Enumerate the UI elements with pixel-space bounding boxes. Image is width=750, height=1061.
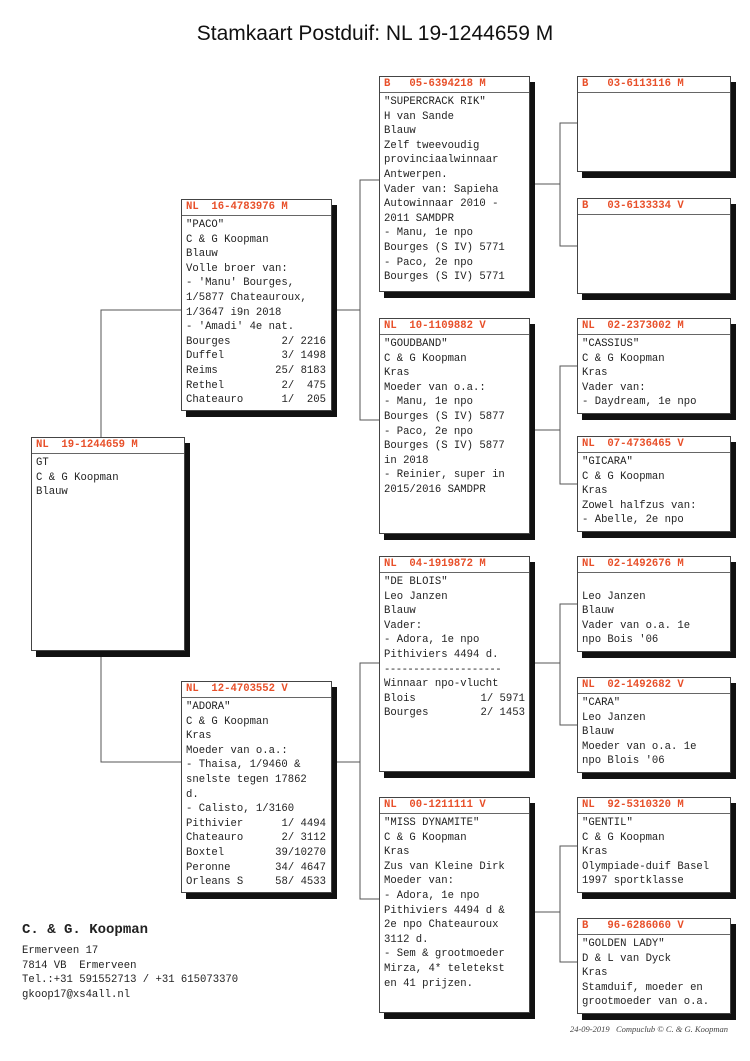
card-line: "SUPERCRACK RIK" (384, 96, 486, 108)
ring-number: NL 92-5310320 M (578, 798, 730, 814)
card-line: - Adora, 1e npo (384, 634, 480, 647)
race-rank: 39/10270 (275, 846, 326, 859)
race-place: Boxtel (186, 846, 225, 859)
card-line: Pithiviers 4494 d. (384, 648, 499, 661)
card-line: "GICARA" (582, 456, 633, 468)
race-rank: 2/ 3112 (281, 832, 326, 845)
race-place: Pithivier (186, 817, 244, 830)
card-line: Stamduif, moeder en (582, 981, 703, 994)
race-place: Rethel (186, 379, 225, 392)
card-line: C & G Koopman (186, 233, 269, 246)
divider: -------------------- (384, 663, 502, 676)
pigeon-card-ggp-mmf (577, 797, 731, 893)
card-line: Vader: (384, 619, 423, 632)
ring-number: B 96-6286060 V (578, 919, 730, 935)
card-line: - Abelle, 2e npo (582, 514, 684, 527)
ring-number: NL 07-4736465 V (578, 437, 730, 453)
race-rank: 3/ 1498 (281, 350, 326, 363)
card-line: Zowel halfzus van: (582, 499, 697, 512)
race-rank: 25/ 8183 (275, 364, 326, 377)
race-result-row (186, 846, 327, 861)
race-place: Bourges (384, 707, 429, 720)
card-line: 1997 sportklasse (582, 875, 684, 888)
card-line: Bourges (S IV) 5877 (384, 410, 505, 423)
card-line: 1/3647 i9n 2018 (186, 306, 282, 319)
card-line: 2e npo Chateauroux (384, 919, 499, 932)
pigeon-card-subject (31, 437, 185, 651)
card-line: Pithiviers 4494 d & (384, 904, 505, 917)
card-line: H van Sande (384, 110, 454, 123)
card-line: "DE BLOIS" (384, 576, 448, 588)
card-line: grootmoeder van o.a. (582, 996, 710, 1009)
owner-email: gkoop17@xs4all.nl (22, 988, 131, 1001)
pigeon-card-maternal-grandmother (379, 797, 530, 1013)
ring-number: NL 16-4783976 M (182, 200, 331, 216)
card-line: Kras (582, 846, 608, 859)
card-line: Vader van o.a. 1e (582, 619, 691, 632)
race-rank: 2/ 2216 (281, 335, 326, 348)
card-line: 2011 SAMDPR (384, 212, 454, 225)
pigeon-card-paternal-grandmother (379, 318, 530, 534)
card-line: Blauw (384, 605, 416, 618)
ring-number: B 03-6113116 M (578, 77, 730, 93)
ring-number: NL 04-1919872 M (380, 557, 529, 573)
card-line: Vader van: (582, 381, 646, 394)
card-line: 2015/2016 SAMDPR (384, 483, 486, 496)
card-line: Kras (582, 367, 608, 380)
ring-number: NL 02-1492676 M (578, 557, 730, 573)
card-line: - 'Manu' Bourges, (186, 277, 295, 290)
race-result-row (186, 349, 327, 364)
card-line: Moeder van: (384, 875, 454, 888)
race-place: Bourges (186, 335, 231, 348)
pigeon-card-ggp-fmm (577, 436, 731, 532)
card-line (582, 575, 726, 590)
card-line: C & G Koopman (36, 471, 119, 484)
pigeon-card-ggp-ffm (577, 198, 731, 294)
card-line: Kras (582, 485, 608, 498)
card-line: 3112 d. (384, 933, 429, 946)
race-rank: 1/ 4494 (281, 817, 326, 830)
card-line: - Thaisa, 1/9460 & (186, 759, 301, 772)
card-line: - Sem & grootmoeder (384, 948, 505, 961)
pigeon-card-paternal-grandfather (379, 76, 530, 292)
card-line: "GENTIL" (582, 817, 633, 829)
card-line: - Paco, 2e npo (384, 256, 474, 269)
card-line: "PACO" (186, 219, 225, 231)
card-line: "CASSIUS" (582, 338, 640, 350)
card-line: Zelf tweevoudig (384, 139, 480, 152)
card-line: "ADORA" (186, 701, 231, 713)
card-line: Moeder van o.a.: (384, 381, 486, 394)
card-line: Kras (384, 367, 410, 380)
card-line: D & L van Dyck (582, 952, 672, 965)
race-rank: 1/ 5971 (480, 692, 525, 705)
pigeon-card-father (181, 199, 332, 411)
card-line: Volle broer van: (186, 262, 288, 275)
card-line: en 41 prijzen. (384, 977, 474, 990)
race-result-row (186, 379, 327, 394)
race-place: Blois (384, 692, 416, 705)
card-line: Vader van: Sapieha (384, 183, 499, 196)
card-line: npo Bois '06 (582, 634, 659, 647)
card-line: Leo Janzen (384, 590, 448, 603)
pigeon-card-ggp-fff (577, 76, 731, 172)
card-line: - Manu, 1e npo (384, 227, 474, 240)
owner-address: Ermerveen 17 (22, 945, 99, 957)
race-place: Chateauro (186, 394, 244, 407)
card-line: - Paco, 2e npo (384, 425, 474, 438)
race-result-row (186, 364, 327, 379)
card-line: Blauw (384, 125, 416, 138)
card-line: Autowinnaar 2010 - (384, 198, 499, 211)
race-place: Chateauro (186, 832, 244, 845)
card-line: Moeder van o.a.: (186, 744, 288, 757)
card-line: Bourges (S IV) 5877 (384, 440, 505, 453)
card-line: Kras (582, 967, 608, 980)
card-line: - 'Amadi' 4e nat. (186, 321, 295, 334)
owner-postcode: 7814 VB Ermerveen (22, 959, 137, 972)
ring-number: NL 12-4703552 V (182, 682, 331, 698)
race-place: Duffel (186, 350, 225, 363)
card-line: C & G Koopman (384, 831, 467, 844)
race-rank: 58/ 4533 (275, 876, 326, 889)
card-line: Antwerpen. (384, 168, 448, 181)
ring-number: B 05-6394218 M (380, 77, 529, 93)
pigeon-card-maternal-grandfather (379, 556, 530, 772)
ring-number: NL 19-1244659 M (32, 438, 184, 454)
ring-number: NL 02-2373002 M (578, 319, 730, 335)
card-line: Olympiade-duif Basel (582, 860, 710, 873)
card-line: Bourges (S IV) 5771 (384, 241, 505, 254)
race-result-row (186, 393, 327, 408)
card-line: Blauw (582, 726, 614, 739)
card-line: Kras (186, 730, 212, 743)
ring-number: NL 02-1492682 V (578, 678, 730, 694)
card-line: - Adora, 1e npo (384, 889, 480, 902)
race-result-row (186, 875, 327, 890)
card-line: Blauw (582, 605, 614, 618)
pigeon-card-ggp-mfm (577, 677, 731, 773)
owner-contact-block (22, 922, 238, 1002)
race-rank: 34/ 4647 (275, 861, 326, 874)
pigeon-card-ggp-mff (577, 556, 731, 652)
card-line: Bourges (S IV) 5771 (384, 271, 505, 284)
card-line: "MISS DYNAMITE" (384, 817, 480, 829)
card-line: C & G Koopman (186, 715, 269, 728)
race-rank: 2/ 475 (281, 379, 326, 392)
card-line: snelste tegen 17862 (186, 773, 307, 786)
ring-number: B 03-6133334 V (578, 199, 730, 215)
pigeon-card-ggp-fmf (577, 318, 731, 414)
ring-number: NL 00-1211111 V (380, 798, 529, 814)
card-line: Leo Janzen (582, 711, 646, 724)
ring-number: NL 10-1109882 V (380, 319, 529, 335)
race-place: Orleans S (186, 876, 244, 889)
card-line: - Manu, 1e npo (384, 396, 474, 409)
card-line: Leo Janzen (582, 590, 646, 603)
card-line: Mirza, 4* teletekst (384, 962, 505, 975)
card-line: "CARA" (582, 697, 621, 709)
card-line: d. (186, 788, 199, 801)
race-rank: 1/ 205 (281, 394, 326, 407)
pigeon-card-ggp-mmm (577, 918, 731, 1014)
card-line: "GOLDEN LADY" (582, 938, 665, 950)
card-line: - Daydream, 1e npo (582, 396, 697, 409)
race-place: Peronne (186, 861, 231, 874)
card-line: C & G Koopman (582, 831, 665, 844)
card-line: Moeder van o.a. 1e (582, 740, 697, 753)
race-result-row (186, 335, 327, 350)
card-line: "GOUDBAND" (384, 338, 448, 350)
race-result-row (186, 861, 327, 876)
race-result-row (186, 817, 327, 832)
card-line: C & G Koopman (582, 470, 665, 483)
race-place: Reims (186, 364, 218, 377)
race-rank: 2/ 1453 (480, 707, 525, 720)
pigeon-card-mother (181, 681, 332, 893)
card-line: Winnaar npo-vlucht (384, 678, 499, 691)
card-line: Zus van Kleine Dirk (384, 860, 505, 873)
card-line: in 2018 (384, 454, 429, 467)
card-line: Blauw (36, 486, 68, 499)
card-line: 1/5877 Chateauroux, (186, 291, 307, 304)
card-line: provinciaalwinnaar (384, 154, 499, 167)
card-line: Blauw (186, 248, 218, 261)
footer-credit: 24-09-2019 Compuclub © C. & G. Koopman (569, 1024, 728, 1034)
page-title: Stamkaart Postduif: NL 19-1244659 M (196, 22, 554, 45)
race-result-row (384, 692, 525, 707)
owner-name: C. & G. Koopman (22, 922, 149, 938)
race-result-row (384, 706, 525, 721)
owner-phone: Tel.:+31 591552713 / +31 615073370 (22, 974, 239, 987)
card-line: npo Blois '06 (582, 755, 665, 768)
card-line: - Reinier, super in (384, 469, 505, 482)
card-line: - Calisto, 1/3160 (186, 803, 295, 816)
card-line: Kras (384, 846, 410, 859)
card-line: GT (36, 457, 49, 469)
card-line: C & G Koopman (582, 352, 665, 365)
card-line: C & G Koopman (384, 352, 467, 365)
race-result-row (186, 831, 327, 846)
